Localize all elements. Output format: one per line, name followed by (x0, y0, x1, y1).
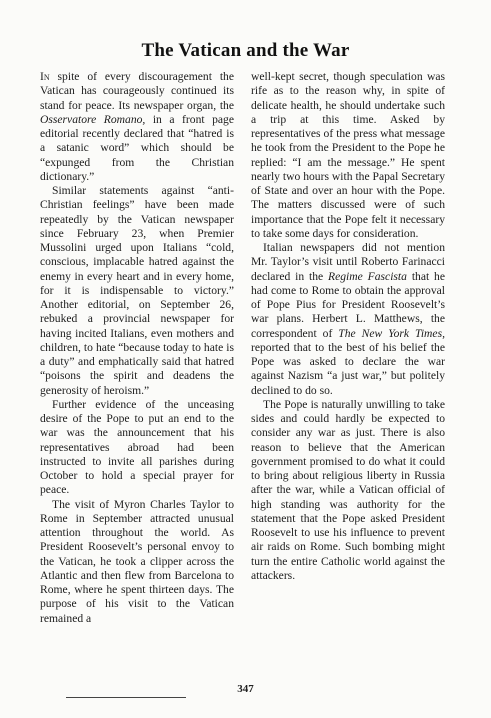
paragraph-1-text-b: in a front page editorial recently declared that “hatred is a satanic word” which should be “expunged from the Christian dictionary.” (40, 112, 234, 183)
left-column (40, 70, 234, 626)
article-title: The Vatican and the War (141, 40, 350, 61)
page-number: 347 (237, 683, 254, 695)
right-column (251, 70, 445, 583)
footer-rule (66, 697, 186, 698)
paragraph-4: The visit of Myron Charles Taylor to Rome in September attracted unusual attention throughout the world. As President Roosevelt’s personal envoy to the Vatican, he took a clipper across the Atlantic and then flew from Barcelona to Rome, where he spent thirteen days. The purpose of his visit to the Vatican remained a (40, 497, 234, 625)
paragraph-1-text-a: spite of every discouragement the Vatican has courageously continued its stand for peace. Its newspaper organ, the (40, 70, 234, 112)
paragraph-7: The Pope is naturally unwilling to take sides and could hardly be expected to consider any war as just. There is also reason to believe that the American government promised to do what it could to bring about religious liberty in Russia after the war, while a Vatican official of high standing was authority for the statement that the Pope asked President Roosevelt to use his influence to prevent air raids on Rome. Such bombing might turn the entire Catholic world against the attackers. (251, 397, 445, 582)
paragraph-2: Similar statements against “anti-Christian feelings” have been made repeatedly by the Vatican newspaper since February 23, when Premier Mussolini urged upon Italians “cold, conscious, implacable hatred against the enemy in every heart and in every home, for it is indispensable to victory.” Another editorial, on September 26, rebuked a provincial newspaper for having incited Italians, even mothers and children, to hate “because today to hate is a duty” and emphatically said that hatred “poisons the spirit and deadens the generosity of heroism.” (40, 184, 234, 397)
paragraph-6 (251, 241, 445, 398)
newspaper-name-regime: Regime Fascista (328, 269, 407, 283)
paragraph-6-text-b: that he had come to Rome to obtain the approval of Pope Pius for President Roosevelt’s war plans. Herbert L. Matthews, the correspondent of (251, 269, 446, 340)
paragraph-6-text-a: Italian newspapers did not mention Mr. Taylor’s visit until Roberto Farinacci declared in the (251, 241, 445, 283)
paragraph-5: well-kept secret, though speculation was rife as to the reason why, in spite of delicate health, he should undertake such a trip at this time. Asked by representatives of the press what message he took from the President to the Pope he replied: “I am the message.” He spent nearly two hours with the Papal Secretary of State and over an hour with the Pope. The matters discussed were of such importance that the Pope felt it necessary to take some days for consideration. (251, 70, 445, 240)
newspaper-name-nyt: The New York Times, (338, 326, 445, 340)
paragraph-3: Further evidence of the unceasing desire of the Pope to put an end to the war was the announcement that his representatives abroad had been instructed to invite all parishes during October to hold a special prayer for peace. (40, 397, 234, 497)
paragraph-6-text-c: reported that to the best of his belief the Pope was asked to declare the war against Nazism “a just war,” but politely declined to do so. (251, 340, 445, 397)
paragraph-1 (40, 70, 234, 184)
opening-word: In (40, 70, 50, 83)
newspaper-name: Osservatore Romano, (40, 112, 146, 126)
